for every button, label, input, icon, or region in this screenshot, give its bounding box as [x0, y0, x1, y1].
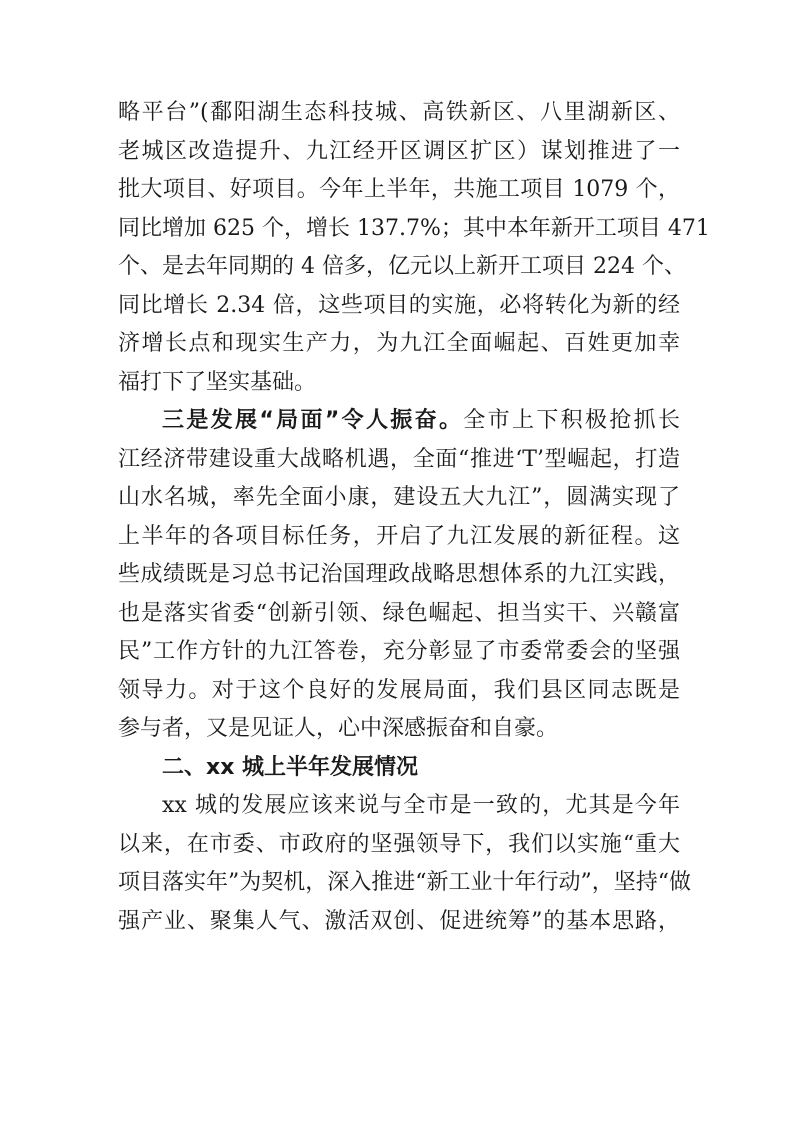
- text-line: 批大项目、好项目。今年上半年，共施工项目 1079 个，: [118, 177, 680, 202]
- text-line: 同比增长 2.34 倍，这些项目的实施，必将转化为新的经: [118, 292, 680, 318]
- text-line: 也是落实省委“创新引领、绿色崛起、担当实干、兴赣富: [118, 600, 680, 626]
- text-line: xx 城的发展应该来说与全市是一致的，尤其是今年: [162, 793, 680, 818]
- text-line: 略平台”(鄱阳湖生态科技城、高铁新区、八里湖新区、: [118, 100, 680, 125]
- first-line-rest: 全市上下积极抢抓长: [463, 408, 680, 433]
- text-line: 江经济带建设重大战略机遇，全面“推进‘T’型崛起，打造: [118, 446, 680, 472]
- text-line: 老城区改造提升、九江经开区调区扩区）谋划推进了一: [118, 138, 680, 164]
- text-line: 参与者，又是见证人，心中深感振奋和自豪。: [118, 716, 559, 741]
- text-line: 山水名城，率先全面小康，建设五大九江”，圆满实现了: [118, 485, 680, 510]
- paragraph-projects: [118, 94, 710, 402]
- paragraph-situation: [118, 402, 680, 749]
- section-heading: 二、xx 城上半年发展情况: [162, 754, 419, 780]
- text-line: 领导力。对于这个良好的发展局面，我们县区同志既是: [118, 677, 680, 703]
- bold-lead-text: 三是发展“局面”令人振奋。: [162, 408, 464, 433]
- text-line: 项目落实年”为契机，深入推进“新工业十年行动”，坚持“做: [118, 870, 691, 895]
- paragraph-city-development: [118, 787, 691, 941]
- text-line: 民”工作方针的九江答卷，充分彰显了市委常委会的坚强: [118, 639, 680, 664]
- text-line: [118, 402, 680, 441]
- text-line: 以来，在市委、市政府的坚强领导下，我们以实施“重大: [118, 831, 680, 857]
- text-line: 福打下了坚实基础。: [118, 369, 317, 395]
- text-line: 个、是去年同期的 4 倍多，亿元以上新开工项目 224 个、: [118, 254, 686, 279]
- document-body: [118, 94, 710, 941]
- text-line: 济增长点和现实生产力，为九江全面崛起、百姓更加幸: [118, 331, 680, 356]
- text-line: 些成绩既是习总书记治国理政战略思想体系的九江实践，: [118, 562, 680, 587]
- text-line: 同比增加 625 个，增长 137.7%；其中本年新开工项目 471: [118, 215, 710, 241]
- text-line: 强产业、聚集人气、激活双创、促进统筹”的基本思路，: [118, 908, 680, 934]
- text-line: 上半年的各项目标任务，开启了九江发展的新征程。这: [118, 523, 680, 549]
